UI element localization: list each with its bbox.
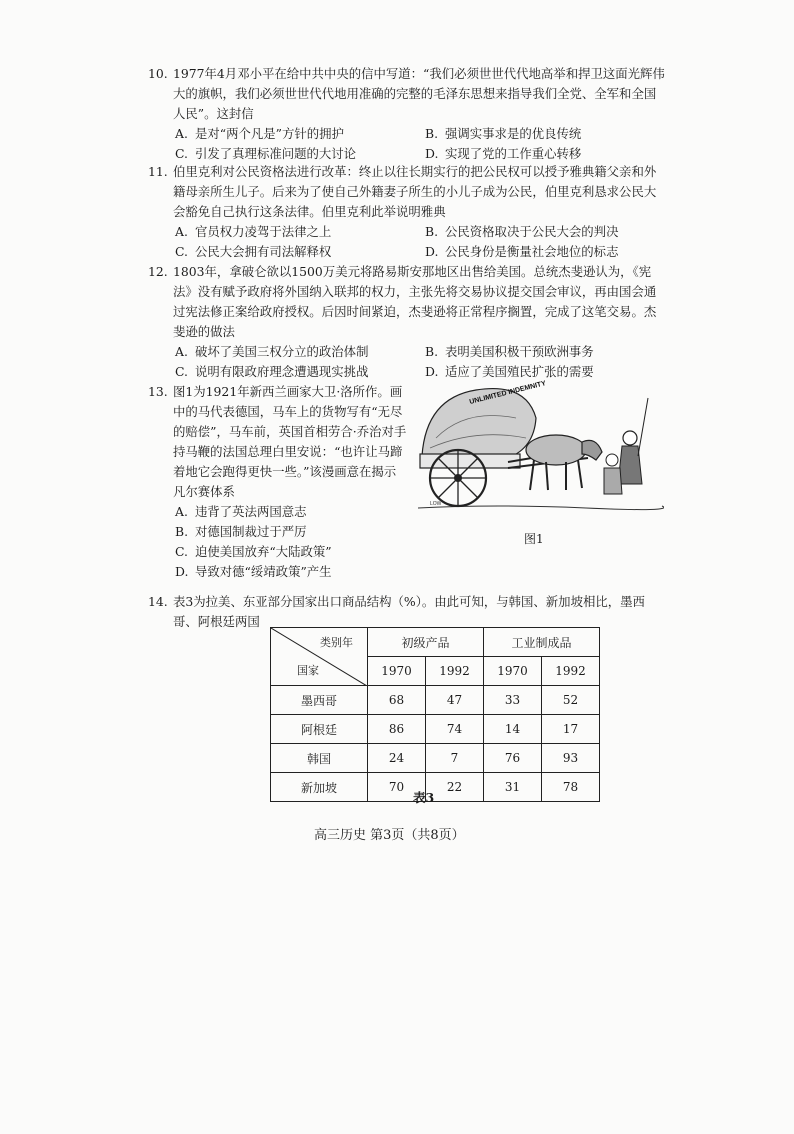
question-number: 12.: [148, 264, 168, 279]
value-cell: 24: [368, 744, 426, 773]
figure-caption: 图1: [524, 532, 544, 546]
option-a[interactable]: A. 破坏了美国三权分立的政治体制: [175, 344, 369, 359]
value-cell: 74: [426, 715, 484, 744]
value-cell: 47: [426, 686, 484, 715]
value-cell: 14: [484, 715, 542, 744]
cartoon-load-label: UNLIMITED INDEMNITY: [468, 380, 547, 406]
option-b[interactable]: B. 对德国制裁过于严厉: [175, 524, 307, 539]
export-structure-table: [270, 627, 600, 802]
question-stem: 表3为拉美、东亚部分国家出口商品结构（%）。由此可知，与韩国、新加坡相比，墨西哥、阿根廷两国: [173, 594, 645, 629]
options: [148, 502, 408, 582]
option-d[interactable]: D. 实现了党的工作重心转移: [425, 146, 582, 161]
question-stem: 图1为1921年新西兰画家大卫·洛所作。画中的马代表德国，马车上的货物写有“无尽的赔偿”，马车前，英国首相劳合·乔治对手持马鞭的法国总理白里安说：“也许让马蹄着地它会跑得更快一些。”该漫画意在揭示凡尔赛体系: [173, 384, 407, 499]
option-a[interactable]: A. 是对“两个凡是”方针的拥护: [175, 126, 344, 141]
question-number: 11.: [148, 164, 168, 179]
cartoon-signature: LOW: [430, 501, 442, 507]
country-cell: 阿根廷: [271, 715, 368, 744]
value-cell: 70: [368, 773, 426, 802]
value-cell: 68: [368, 686, 426, 715]
option-c[interactable]: C. 迫使美国放弃“大陆政策”: [175, 544, 332, 559]
value-cell: 78: [542, 773, 600, 802]
group-header: 工业制成品: [484, 628, 600, 657]
question-number: 13.: [148, 384, 168, 399]
table-row: [271, 773, 600, 802]
value-cell: 93: [542, 744, 600, 773]
question-number: 14.: [148, 594, 168, 609]
question-10: [148, 64, 668, 164]
table-caption: 表3: [413, 790, 435, 805]
options: [148, 342, 668, 382]
year-header: 1992: [542, 657, 600, 686]
country-cell: 韩国: [271, 744, 368, 773]
table-corner-header: [271, 628, 368, 686]
table-row: [271, 715, 600, 744]
option-d[interactable]: D. 导致对德“绥靖政策”产生: [175, 564, 332, 579]
option-b[interactable]: B. 公民资格取决于公民大会的判决: [425, 224, 619, 239]
value-cell: 22: [426, 773, 484, 802]
question-12: [148, 262, 668, 382]
value-cell: 17: [542, 715, 600, 744]
option-b[interactable]: B. 表明美国积极干预欧洲事务: [425, 344, 594, 359]
corner-bottom-label: 国家: [297, 664, 319, 677]
country-cell: 墨西哥: [271, 686, 368, 715]
corner-top-label: 类别年: [320, 636, 353, 649]
question-number: 10.: [148, 66, 168, 81]
option-c[interactable]: C. 引发了真理标准问题的大讨论: [175, 146, 357, 161]
option-a[interactable]: A. 违背了英法两国意志: [175, 504, 307, 519]
value-cell: 86: [368, 715, 426, 744]
group-header: 初级产品: [368, 628, 484, 657]
country-cell: 新加坡: [271, 773, 368, 802]
value-cell: 7: [426, 744, 484, 773]
value-cell: 31: [484, 773, 542, 802]
options: [148, 124, 668, 164]
table-header-row: [271, 628, 600, 657]
year-header: 1970: [484, 657, 542, 686]
value-cell: 52: [542, 686, 600, 715]
question-11: [148, 162, 668, 262]
page-footer: 高三历史 第3页（共8页）: [314, 828, 465, 843]
option-a[interactable]: A. 官员权力凌驾于法律之上: [175, 224, 332, 239]
question-stem: 伯里克利对公民资格法进行改革：终止以往长期实行的把公民权可以授予雅典籍父亲和外籍母亲所生儿子。后来为了使自己外籍妻子所生的小儿子成为公民，伯里克利恳求公民大会豁免自己执行这条法律。伯里克利此举说明雅典: [173, 164, 657, 219]
question-stem: 1803年，拿破仑欲以1500万美元将路易斯安那地区出售给美国。总统杰斐逊认为，《宪法》没有赋予政府将外国纳入联邦的权力，主张先将交易协议提交国会审议，再由国会通过宪法修正案给政府授权。后因时间紧迫，杰斐逊将正常程序搁置，完成了这笔交易。杰斐逊的做法: [173, 264, 657, 339]
value-cell: 33: [484, 686, 542, 715]
year-header: 1992: [426, 657, 484, 686]
question-13: [148, 382, 408, 582]
table-row: [271, 686, 600, 715]
value-cell: 76: [484, 744, 542, 773]
option-c[interactable]: C. 说明有限政府理念遭遇现实挑战: [175, 364, 369, 379]
question-14: [148, 592, 668, 632]
cartoon-horse-cart-illustration: [416, 378, 664, 513]
options: [148, 222, 668, 262]
option-c[interactable]: C. 公民大会拥有司法解释权: [175, 244, 332, 259]
option-b[interactable]: B. 强调实事求是的优良传统: [425, 126, 582, 141]
question-stem: 1977年4月邓小平在给中共中央的信中写道：“我们必须世世代代地高举和捍卫这面光辉伟大的旗帜，我们必须世世代代地用准确的完整的毛泽东思想来指导我们全党、全军和全国人民”。这封信: [173, 66, 665, 121]
option-d[interactable]: D. 公民身份是衡量社会地位的标志: [425, 244, 619, 259]
table-row: [271, 744, 600, 773]
option-d[interactable]: D. 适应了美国殖民扩张的需要: [425, 364, 594, 379]
year-header: 1970: [368, 657, 426, 686]
